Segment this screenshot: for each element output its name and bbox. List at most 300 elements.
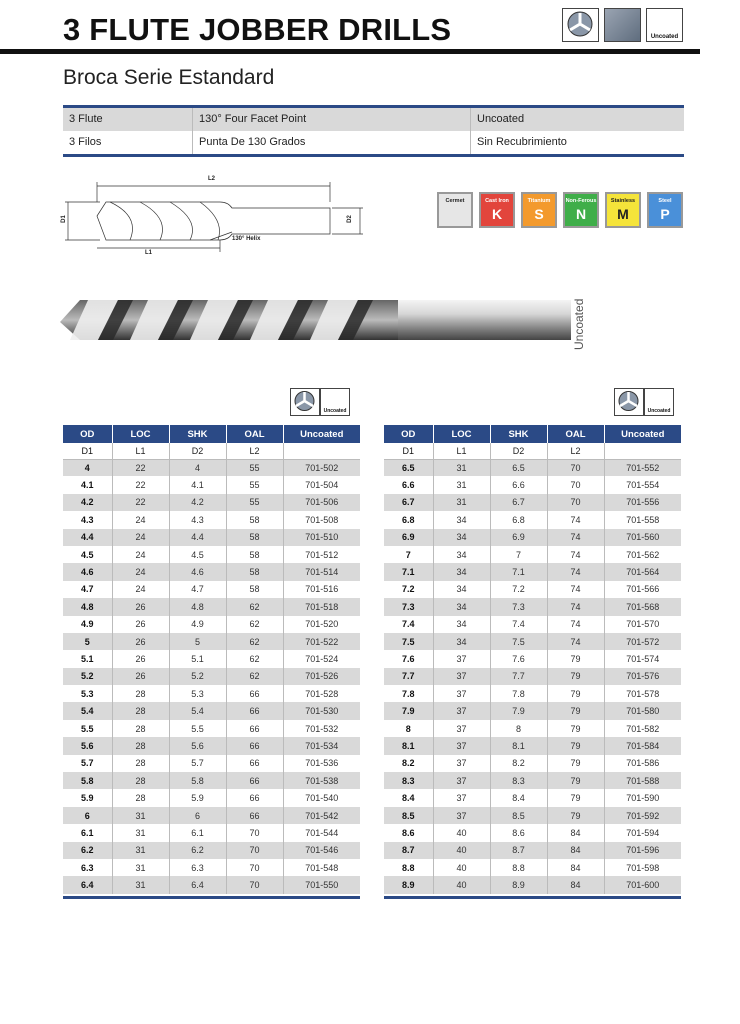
cell-od: 7.1	[384, 563, 433, 580]
cell-shk: 8.6	[490, 824, 547, 841]
col-shk: SHK	[169, 425, 226, 443]
cell-shk: 4.5	[169, 546, 226, 563]
cell-shk: 7.3	[490, 598, 547, 615]
table-right-bottom-rule	[384, 896, 681, 899]
cell-shk: 5	[169, 633, 226, 650]
cell-od: 8.9	[384, 876, 433, 893]
table-row	[63, 737, 360, 754]
cell-od: 6.2	[63, 842, 112, 859]
table-row	[384, 563, 681, 580]
cell-part-number: 701-550	[283, 876, 360, 893]
spec-point: 130° Four Facet Point	[193, 108, 471, 131]
cell-part-number: 701-508	[283, 511, 360, 528]
cell-oal: 66	[226, 807, 283, 824]
cell-od: 4.3	[63, 511, 112, 528]
flute-end-icon	[614, 388, 644, 416]
cell-shk: 8.1	[490, 737, 547, 754]
drill-side-icon	[604, 8, 641, 42]
cell-shk: 7.1	[490, 563, 547, 580]
cell-oal: 74	[547, 616, 604, 633]
material-box	[437, 192, 473, 228]
table-row	[63, 511, 360, 528]
table-row	[384, 789, 681, 806]
sub-l1: L1	[433, 443, 490, 459]
drill-diagram	[60, 172, 370, 262]
cell-part-number: 701-522	[283, 633, 360, 650]
cell-oal: 79	[547, 737, 604, 754]
cell-oal: 79	[547, 772, 604, 789]
cell-part-number: 701-560	[604, 529, 681, 546]
cell-part-number: 701-520	[283, 616, 360, 633]
cell-part-number: 701-552	[604, 459, 681, 476]
table-row	[384, 807, 681, 824]
cell-part-number: 701-576	[604, 668, 681, 685]
cell-loc: 37	[433, 789, 490, 806]
table-header-row	[384, 425, 681, 443]
cell-shk: 6.7	[490, 494, 547, 511]
cell-oal: 62	[226, 616, 283, 633]
cell-part-number: 701-512	[283, 546, 360, 563]
cell-oal: 74	[547, 633, 604, 650]
cell-shk: 4.7	[169, 581, 226, 598]
cell-loc: 37	[433, 807, 490, 824]
cell-loc: 31	[112, 876, 169, 893]
cell-loc: 31	[433, 476, 490, 493]
cell-shk: 4.8	[169, 598, 226, 615]
cell-loc: 28	[112, 685, 169, 702]
cell-loc: 26	[112, 616, 169, 633]
cell-oal: 70	[547, 476, 604, 493]
table-row	[384, 546, 681, 563]
drill-render	[58, 296, 573, 344]
cell-od: 7.4	[384, 616, 433, 633]
spec-row-english	[63, 108, 684, 131]
table-row	[63, 842, 360, 859]
material-box	[563, 192, 599, 228]
cell-od: 5.9	[63, 789, 112, 806]
cell-od: 5.4	[63, 702, 112, 719]
cell-od: 8.5	[384, 807, 433, 824]
cell-loc: 28	[112, 702, 169, 719]
material-name: Stainless	[610, 198, 636, 204]
cell-loc: 22	[112, 459, 169, 476]
table-row	[384, 598, 681, 615]
table-row	[63, 616, 360, 633]
table-row	[63, 702, 360, 719]
cell-oal: 70	[226, 824, 283, 841]
table-row	[384, 876, 681, 893]
cell-part-number: 701-582	[604, 720, 681, 737]
material-code: S	[534, 206, 544, 222]
cell-oal: 70	[226, 842, 283, 859]
sub-l2: L2	[547, 443, 604, 459]
cell-shk: 5.2	[169, 668, 226, 685]
cell-loc: 31	[433, 459, 490, 476]
cell-loc: 24	[112, 581, 169, 598]
cell-shk: 8.3	[490, 772, 547, 789]
cell-od: 5	[63, 633, 112, 650]
cell-part-number: 701-562	[604, 546, 681, 563]
cell-od: 5.3	[63, 685, 112, 702]
cell-od: 4.1	[63, 476, 112, 493]
cell-part-number: 701-592	[604, 807, 681, 824]
cell-part-number: 701-514	[283, 563, 360, 580]
table-row	[384, 494, 681, 511]
cell-part-number: 701-532	[283, 720, 360, 737]
cell-oal: 79	[547, 807, 604, 824]
l2-label: L2	[208, 176, 216, 182]
table-row	[384, 511, 681, 528]
cell-part-number: 701-548	[283, 859, 360, 876]
cell-part-number: 701-536	[283, 755, 360, 772]
cell-part-number: 701-502	[283, 459, 360, 476]
cell-part-number: 701-524	[283, 650, 360, 667]
cell-oal: 55	[226, 494, 283, 511]
material-code: M	[617, 206, 629, 222]
sub-d1: D1	[384, 443, 433, 459]
cell-oal: 84	[547, 876, 604, 893]
cell-part-number: 701-558	[604, 511, 681, 528]
cell-part-number: 701-594	[604, 824, 681, 841]
cell-loc: 37	[433, 685, 490, 702]
cell-oal: 79	[547, 685, 604, 702]
table-row	[384, 720, 681, 737]
cell-part-number: 701-528	[283, 685, 360, 702]
size-table-right	[384, 425, 681, 894]
cell-loc: 34	[433, 598, 490, 615]
cell-od: 5.5	[63, 720, 112, 737]
table-row	[63, 755, 360, 772]
table-row	[384, 668, 681, 685]
cell-od: 6.3	[63, 859, 112, 876]
cell-od: 7.6	[384, 650, 433, 667]
cell-loc: 34	[433, 511, 490, 528]
cell-part-number: 701-572	[604, 633, 681, 650]
cell-part-number: 701-526	[283, 668, 360, 685]
cell-oal: 66	[226, 702, 283, 719]
cell-shk: 5.9	[169, 789, 226, 806]
cell-oal: 74	[547, 563, 604, 580]
table-row	[384, 529, 681, 546]
uncoated-icon-label: Uncoated	[650, 34, 679, 40]
cell-shk: 6.6	[490, 476, 547, 493]
cell-part-number: 701-584	[604, 737, 681, 754]
cell-od: 7.8	[384, 685, 433, 702]
col-od: OD	[63, 425, 112, 443]
cell-shk: 4.3	[169, 511, 226, 528]
cell-loc: 24	[112, 563, 169, 580]
cell-loc: 28	[112, 737, 169, 754]
flute-end-icon	[562, 8, 599, 42]
cell-shk: 6.1	[169, 824, 226, 841]
cell-od: 7.5	[384, 633, 433, 650]
cell-part-number: 701-596	[604, 842, 681, 859]
cell-shk: 4.4	[169, 529, 226, 546]
uncoated-icon	[646, 8, 683, 42]
cell-loc: 31	[112, 824, 169, 841]
cell-shk: 7.8	[490, 685, 547, 702]
cell-shk: 4.2	[169, 494, 226, 511]
spec-table	[63, 105, 684, 157]
cell-oal: 58	[226, 563, 283, 580]
cell-loc: 40	[433, 876, 490, 893]
table-row	[384, 685, 681, 702]
spec-row-spanish	[63, 131, 684, 154]
spec-flutes: 3 Flute	[63, 108, 193, 131]
cell-loc: 34	[433, 529, 490, 546]
cell-loc: 34	[433, 546, 490, 563]
cell-shk: 5.4	[169, 702, 226, 719]
cell-oal: 79	[547, 720, 604, 737]
material-name: Cast Iron	[485, 198, 509, 204]
cell-od: 6	[63, 807, 112, 824]
cell-part-number: 701-556	[604, 494, 681, 511]
cell-loc: 37	[433, 702, 490, 719]
left-table-icons	[290, 388, 350, 416]
cell-od: 4.2	[63, 494, 112, 511]
table-row	[63, 876, 360, 893]
table-subheader-row	[63, 443, 360, 459]
cell-shk: 7.9	[490, 702, 547, 719]
cell-od: 7.3	[384, 598, 433, 615]
spec-coating-es: Sin Recubrimiento	[477, 136, 567, 148]
cell-part-number: 701-534	[283, 737, 360, 754]
cell-oal: 74	[547, 546, 604, 563]
cell-oal: 70	[547, 494, 604, 511]
cell-loc: 31	[112, 859, 169, 876]
cell-loc: 34	[433, 633, 490, 650]
cell-part-number: 701-590	[604, 789, 681, 806]
table-row	[384, 459, 681, 476]
col-uncoated: Uncoated	[283, 425, 360, 443]
material-box	[647, 192, 683, 228]
drill-diagram-drawing	[60, 172, 370, 262]
cell-oal: 62	[226, 668, 283, 685]
cell-part-number: 701-600	[604, 876, 681, 893]
cell-oal: 55	[226, 459, 283, 476]
table-row	[63, 668, 360, 685]
cell-oal: 70	[547, 459, 604, 476]
cell-od: 6.4	[63, 876, 112, 893]
cell-oal: 70	[226, 876, 283, 893]
cell-oal: 66	[226, 755, 283, 772]
table-row	[384, 824, 681, 841]
cell-oal: 84	[547, 824, 604, 841]
cell-od: 7	[384, 546, 433, 563]
cell-shk: 6	[169, 807, 226, 824]
page-title: 3 FLUTE JOBBER DRILLS	[63, 12, 452, 47]
table-row	[63, 824, 360, 841]
cell-part-number: 701-510	[283, 529, 360, 546]
spec-flutes-es: 3 Filos	[63, 131, 193, 154]
table-row	[384, 859, 681, 876]
cell-part-number: 701-516	[283, 581, 360, 598]
cell-oal: 58	[226, 511, 283, 528]
cell-part-number: 701-578	[604, 685, 681, 702]
uncoated-icon	[644, 388, 674, 416]
table-row	[384, 633, 681, 650]
cell-oal: 55	[226, 476, 283, 493]
cell-shk: 5.1	[169, 650, 226, 667]
cell-loc: 24	[112, 546, 169, 563]
col-loc: LOC	[112, 425, 169, 443]
table-row	[63, 650, 360, 667]
cell-loc: 28	[112, 755, 169, 772]
cell-part-number: 701-574	[604, 650, 681, 667]
cell-od: 5.1	[63, 650, 112, 667]
table-row	[63, 789, 360, 806]
table-row	[384, 755, 681, 772]
table-row	[63, 476, 360, 493]
cell-part-number: 701-540	[283, 789, 360, 806]
table-row	[63, 772, 360, 789]
cell-oal: 70	[226, 859, 283, 876]
cell-part-number: 701-542	[283, 807, 360, 824]
table-row	[63, 633, 360, 650]
cell-part-number: 701-588	[604, 772, 681, 789]
sub-d2: D2	[490, 443, 547, 459]
cell-shk: 7.7	[490, 668, 547, 685]
cell-part-number: 701-580	[604, 702, 681, 719]
cell-oal: 58	[226, 529, 283, 546]
cell-part-number: 701-570	[604, 616, 681, 633]
cell-od: 7.7	[384, 668, 433, 685]
cell-od: 8.8	[384, 859, 433, 876]
cell-loc: 34	[433, 581, 490, 598]
table-row	[63, 581, 360, 598]
cell-od: 4.6	[63, 563, 112, 580]
table-row	[384, 650, 681, 667]
cell-od: 5.7	[63, 755, 112, 772]
table-header-row	[63, 425, 360, 443]
cell-od: 8	[384, 720, 433, 737]
cell-shk: 7.5	[490, 633, 547, 650]
cell-loc: 24	[112, 529, 169, 546]
material-box	[521, 192, 557, 228]
material-code: K	[491, 206, 503, 222]
cell-shk: 6.3	[169, 859, 226, 876]
header-icons	[562, 8, 683, 42]
uncoated-icon-label: Uncoated	[323, 408, 347, 414]
cell-shk: 8.7	[490, 842, 547, 859]
table-row	[384, 476, 681, 493]
cell-od: 8.2	[384, 755, 433, 772]
cell-loc: 26	[112, 650, 169, 667]
sub-blank	[283, 443, 360, 459]
cell-od: 6.9	[384, 529, 433, 546]
cell-loc: 26	[112, 598, 169, 615]
cell-oal: 66	[226, 772, 283, 789]
cell-loc: 37	[433, 772, 490, 789]
cell-loc: 34	[433, 616, 490, 633]
cell-oal: 62	[226, 650, 283, 667]
l1-label: L1	[145, 250, 153, 256]
title-rule	[0, 49, 700, 54]
cell-part-number: 701-598	[604, 859, 681, 876]
table-row	[384, 772, 681, 789]
cell-od: 8.4	[384, 789, 433, 806]
cell-loc: 37	[433, 720, 490, 737]
cell-od: 5.8	[63, 772, 112, 789]
cell-od: 8.1	[384, 737, 433, 754]
cell-oal: 66	[226, 789, 283, 806]
uncoated-icon-label: Uncoated	[647, 408, 671, 414]
cell-od: 7.2	[384, 581, 433, 598]
cell-oal: 84	[547, 842, 604, 859]
cell-loc: 40	[433, 842, 490, 859]
cell-part-number: 701-530	[283, 702, 360, 719]
material-name: Non-Ferous	[565, 198, 597, 204]
table-row	[63, 546, 360, 563]
cell-shk: 5.7	[169, 755, 226, 772]
cell-shk: 4	[169, 459, 226, 476]
material-box	[479, 192, 515, 228]
page-subtitle: Broca Serie Estandard	[63, 66, 275, 89]
cell-part-number: 701-546	[283, 842, 360, 859]
helix-label: 130° Helix	[232, 236, 261, 242]
col-oal: OAL	[547, 425, 604, 443]
cell-oal: 79	[547, 668, 604, 685]
cell-oal: 74	[547, 598, 604, 615]
cell-shk: 8.8	[490, 859, 547, 876]
cell-part-number: 701-566	[604, 581, 681, 598]
cell-shk: 7	[490, 546, 547, 563]
cell-loc: 28	[112, 772, 169, 789]
drill-illustration	[58, 296, 573, 344]
cell-loc: 22	[112, 476, 169, 493]
cell-shk: 6.5	[490, 459, 547, 476]
drill-caption: Uncoated	[572, 298, 586, 350]
cell-loc: 26	[112, 633, 169, 650]
table-row	[384, 616, 681, 633]
cell-shk: 6.8	[490, 511, 547, 528]
sub-d2: D2	[169, 443, 226, 459]
table-row	[63, 494, 360, 511]
cell-oal: 79	[547, 755, 604, 772]
cell-loc: 28	[112, 789, 169, 806]
cell-loc: 26	[112, 668, 169, 685]
material-name: Cermet	[445, 198, 465, 204]
cell-oal: 62	[226, 633, 283, 650]
cell-oal: 79	[547, 702, 604, 719]
table-subheader-row	[384, 443, 681, 459]
cell-shk: 7.2	[490, 581, 547, 598]
table-left-bottom-rule	[63, 896, 360, 899]
cell-oal: 62	[226, 598, 283, 615]
cell-od: 6.5	[384, 459, 433, 476]
cell-oal: 66	[226, 737, 283, 754]
cell-shk: 5.5	[169, 720, 226, 737]
cell-od: 4.4	[63, 529, 112, 546]
cell-shk: 7.6	[490, 650, 547, 667]
table-row	[63, 598, 360, 615]
cell-shk: 5.6	[169, 737, 226, 754]
flute-end-icon	[290, 388, 320, 416]
cell-loc: 37	[433, 737, 490, 754]
material-code: P	[660, 206, 670, 222]
cell-shk: 5.8	[169, 772, 226, 789]
cell-shk: 8.5	[490, 807, 547, 824]
cell-shk: 8.4	[490, 789, 547, 806]
cell-oal: 66	[226, 685, 283, 702]
cell-od: 4.8	[63, 598, 112, 615]
table-row	[63, 563, 360, 580]
col-uncoated: Uncoated	[604, 425, 681, 443]
cell-part-number: 701-586	[604, 755, 681, 772]
cell-oal: 74	[547, 529, 604, 546]
cell-shk: 4.1	[169, 476, 226, 493]
col-oal: OAL	[226, 425, 283, 443]
